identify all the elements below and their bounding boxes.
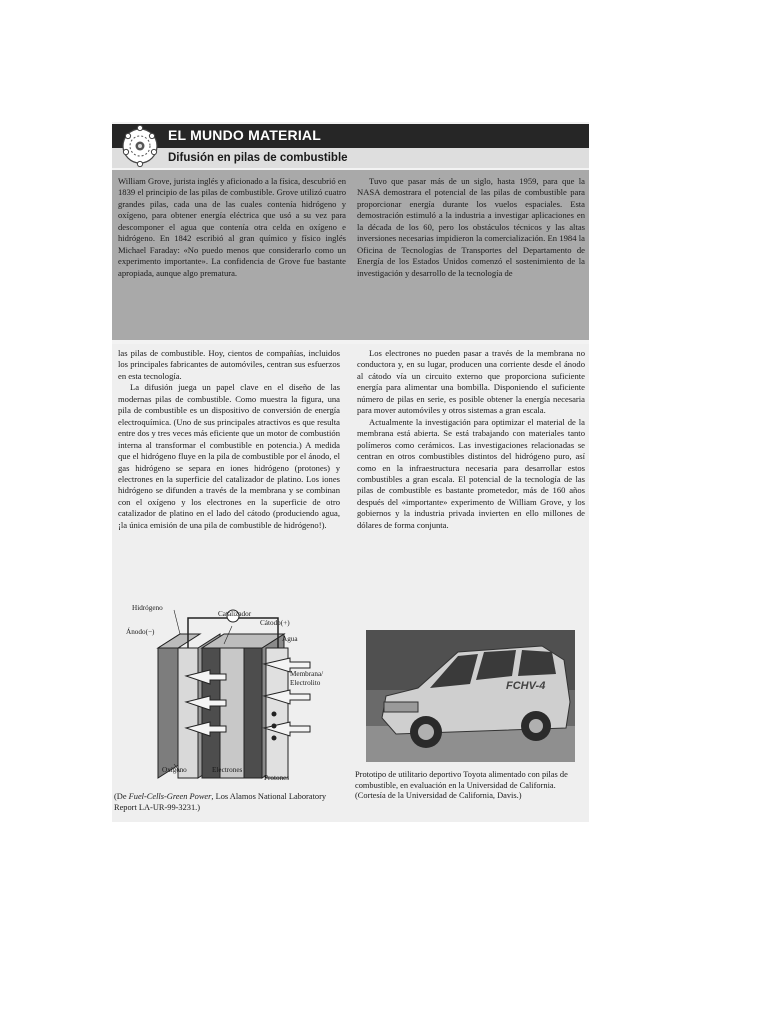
label-cathode: Cátodo(+) — [260, 619, 290, 627]
credit-italic: Fuel-Cells-Green Power — [128, 792, 212, 801]
body-right-paragraph-1: Los electrones no pueden pasar a través de la membrana no conductora y, en su lugar, producen una corriente desde el ánodo al cátodo vía un circuito externo que proporciona suficiente energía para alimentar una bombilla. Disponiendo el suficiente número de pilas en serie, es posible obtener la energía necesaria para mover automóviles y otros sistemas a gran escala. — [357, 348, 585, 416]
label-water: Agua — [282, 635, 298, 643]
body-left-paragraph-1: las pilas de combustible. Hoy, cientos de compañías, incluidos los principales fabricantes de automóviles, centran sus esfuerzos en esta tecnología. — [118, 348, 340, 381]
label-hydrogen: Hidrógeno — [132, 604, 163, 612]
body-right-column — [357, 348, 585, 531]
label-oxygen: Oxígeno — [162, 766, 187, 774]
section-header-bar — [112, 124, 589, 148]
label-anode: Ánodo(−) — [126, 628, 155, 636]
intro-right-column — [357, 176, 585, 279]
intro-box — [112, 170, 589, 340]
textbook-page — [112, 122, 589, 822]
body-left-column — [118, 348, 340, 531]
label-protons: Protones — [264, 774, 290, 782]
car-badge-text: FCHV-4 — [506, 680, 546, 692]
atom-logo-icon — [120, 122, 160, 168]
label-electrons: Electrones — [212, 766, 243, 774]
label-catalyst: Catalizador — [218, 610, 252, 618]
body-right-paragraph-2: Actualmente la investigación para optimizar el material de la membrana está abierta. Se está trabajando con materiales tanto polímeros como cerámicos. Las investigaciones relacionadas se centran en otros combustibles distintos del hidrógeno puro, así como en la infraestructura necesaria para desarrollar estos combustibles a gran escala. El potencial de la tecnología de las pilas de combustible es bastante prometedor, más de 160 años después del «importante» experimento de William Grove, y los gobiernos y la industria privada invierten en ello millones de dólares de forma conjunta. — [357, 416, 585, 530]
intro-left-paragraph: William Grove, jurista inglés y aficionado a la física, descubrió en 1839 el principio de las pilas de combustible. Grove utilizó cuatro grandes pilas, cada una de las cuales contenía hidrógeno y oxígeno, para obtener energía eléctrica que usó a su vez para descomponer el agua que contenía otra celda en oxígeno e hidrógeno. En 1842 escribió al gran químico y físico inglés Michael Faraday: «No puedo menos que considerarlo como un experimento importante». La confidencia de Grove fue bastante apropiada, aunque algo prematura. — [118, 176, 346, 278]
body-left-paragraph-2: La difusión juega un papel clave en el diseño de las modernas pilas de combustible. Como muestra la figura, una pila de combustible es un dispositivo de conversión de energía electroquímica. (Uno de sus principales atractivos es que resulta entre dos y tres veces más eficiente que un motor de combustión interna al transformar el combustible en potencia.) A medida que el hidrógeno fluye en la pila de combustible por el ánodo, el gas hidrógeno se separa en iones hidrógeno (protones) y electrones en la superficie del catalizador de platino. Los iones hidrógeno se difunden a través de la membrana y se combinan con el oxígeno y los electrones en la superficie de otro catalizador de platino en el lado del cátodo (produciendo agua, ¡la única emisión de una pila de combustible de hidrógeno!). — [118, 382, 340, 530]
car-photo — [366, 630, 575, 762]
intro-right-paragraph: Tuvo que pasar más de un siglo, hasta 1959, para que la NASA demostrara el potencial de las pilas de combustible para proporcionar energía durante los vuelos espaciales. Esta demostración estimuló a la industria a investigar aplicaciones en la década de los 60, pero los obstáculos técnicos y las altas inversiones necesarias impidieron la comercialización. En 1984 la Oficina de Tecnologías de Transportes del Departamento de Energía de los Estados Unidos comenzó el sostenimiento de la investigación y desarrollo de la tecnología de — [357, 176, 585, 278]
credit-suffix: , Los Alamos National Laboratory Report LA-UR-99-3231.) — [114, 792, 327, 812]
section-title: EL MUNDO MATERIAL — [168, 127, 321, 143]
box-subtitle: Difusión en pilas de combustible — [168, 152, 348, 164]
intro-left-column — [118, 176, 346, 279]
photo-caption: Prototipo de utilitario deportivo Toyota alimentado con pilas de combustible, en evaluación en la Universidad de California. (Cortesía de la Universidad de California, Davis.) — [355, 770, 568, 801]
fuel-cell-diagram — [114, 604, 340, 792]
toyota-suv-image — [366, 630, 575, 762]
diagram-credit — [114, 792, 340, 813]
credit-prefix: (De — [114, 792, 129, 801]
label-membrane: Membrana/ Electrolito — [290, 670, 324, 687]
